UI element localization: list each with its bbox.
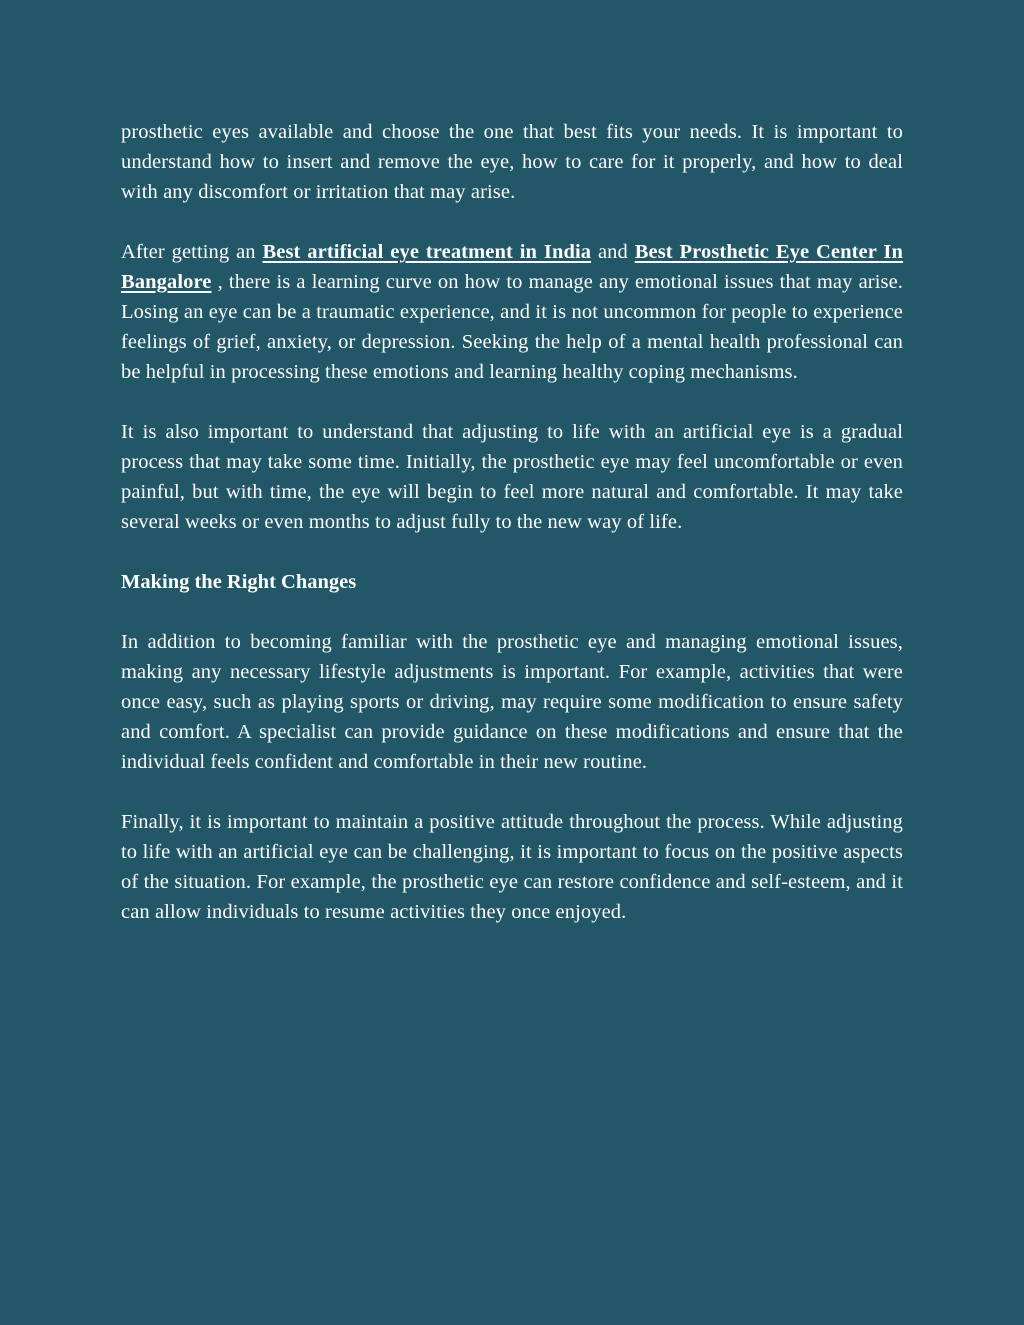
paragraph-lifestyle-adjustments: In addition to becoming familiar with the prosthetic eye and managing emotional issues, making any necessary lifestyle adjustments is important. For example, activities that were once easy, such as playing sports or driving, may require some modification to ensure safety and comfort. A specialist can provide guidance on these modifications and ensure that the individual feels confident and comfortable in their new routine. — [121, 631, 903, 773]
paragraph-prosthetic-options: prosthetic eyes available and choose the one that best fits your needs. It is important to understand how to insert and remove the eye, how to care for it properly, and how to deal with any discomfort or irritation that may arise. — [121, 121, 903, 203]
paragraph-text-after-link: , there is a learning curve on how to manage any emotional issues that may arise. Losing an eye can be a traumatic experience, and it is not uncommon for people to experience feelings of grief, anxiety, or depression. Seeking the help of a mental health professional can be helpful in processing these emotions and learning healthy coping mechanisms. — [121, 271, 903, 383]
link-best-prosthetic-eye-center-bangalore[interactable]: Best Prosthetic Eye Center In Bangalore — [121, 241, 903, 293]
paragraph-text-between-links: and — [591, 241, 635, 263]
paragraph-text-before-link: After getting an — [121, 241, 263, 263]
paragraph-emotional-issues — [121, 237, 903, 387]
link-best-artificial-eye-treatment-india[interactable]: Best artificial eye treatment in India — [262, 241, 592, 263]
section-heading: Making the Right Changes — [121, 571, 357, 593]
paragraph-positive-attitude: Finally, it is important to maintain a positive attitude throughout the process. While adjusting to life with an artificial eye can be challenging, it is important to focus on the positive aspects of the situation. For example, the prosthetic eye can restore confidence and self-esteem, and it can allow individuals to resume activities they once enjoyed. — [121, 811, 903, 923]
paragraph-gradual-adjustment: It is also important to understand that adjusting to life with an artificial eye is a gradual process that may take some time. Initially, the prosthetic eye may feel uncomfortable or even painful, but with time, the eye will begin to feel more natural and comfortable. It may take several weeks or even months to adjust fully to the new way of life. — [121, 421, 903, 533]
